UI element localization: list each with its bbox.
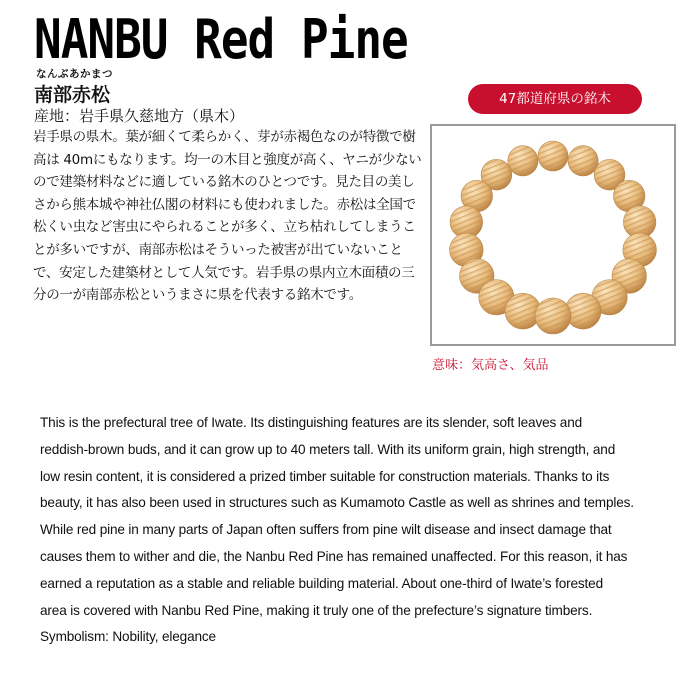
bead-grain bbox=[539, 142, 568, 171]
bead-grain bbox=[536, 299, 571, 334]
english-line: While red pine in many parts of Japan often suffers from pine wilt disease and insect damage that bbox=[40, 522, 612, 538]
bead-grain bbox=[569, 146, 598, 175]
bead-grain bbox=[505, 294, 540, 329]
meaning-label: 意味：気高さ、気品 bbox=[432, 358, 549, 373]
bead-grain bbox=[508, 146, 537, 175]
name-reading: なんぶあかまつ bbox=[36, 68, 113, 80]
origin-label: 産地：岩手県久慈地方（県木） bbox=[34, 107, 245, 125]
japanese-description: 岩手県の県木。葉が細くて柔らかく、芽が赤褐色なのが特徴で樹高は 40mにもなります。均一の木目と強度が高く、ヤニが少ないので建築材料などに適している銘木のひとつです。見た目の美しさから熊本城や神社仏閣の材料にも使われました。赤松は全国で松くい虫など害虫にやられることが多く、立ち枯れしてしまうことが多いですが、南部赤松はそういった被害が出ていないことで、安定した建築材として人気です。岩手県の県内立木面積の三分の一が南部赤松というまさに県を代表する銘木です。 bbox=[33, 129, 422, 304]
english-line: beauty, it has also been used in structures such as Kumamoto Castle as well as shrines and temples. bbox=[40, 495, 634, 511]
bead-bracelet-image bbox=[432, 126, 674, 344]
english-line: This is the prefectural tree of Iwate. Its distinguishing features are its slender, soft leaves and bbox=[40, 415, 583, 430]
japanese-name: 南部赤松 bbox=[34, 84, 111, 106]
english-line: earned a reputation as a stable and reliable building material. About one-third of Iwate’s forested bbox=[40, 575, 604, 591]
bead-grain bbox=[566, 294, 601, 329]
english-line: low resin content, it is considered a prized timber suitable for construction materials. Thanks to its bbox=[40, 468, 610, 484]
english-line: causes them to wither and die, the Nanbu Red Pine has remained unaffected. For this reason, it has bbox=[40, 548, 628, 564]
english-line: area is covered with Nanbu Red Pine, making it truly one of the prefecture’s signature timbers. bbox=[40, 602, 593, 618]
symbolism-line: Symbolism: Nobility, elegance bbox=[40, 629, 216, 645]
famous-wood-badge: 47都道府県の銘木 bbox=[468, 84, 642, 114]
english-line: reddish-brown buds, and it can grow up to 40 meters tall. With its uniform grain, high strength, and bbox=[40, 441, 616, 457]
english-description bbox=[40, 410, 672, 651]
bracelet-photo bbox=[430, 124, 676, 346]
product-title: NANBU Red Pine bbox=[34, 7, 408, 72]
